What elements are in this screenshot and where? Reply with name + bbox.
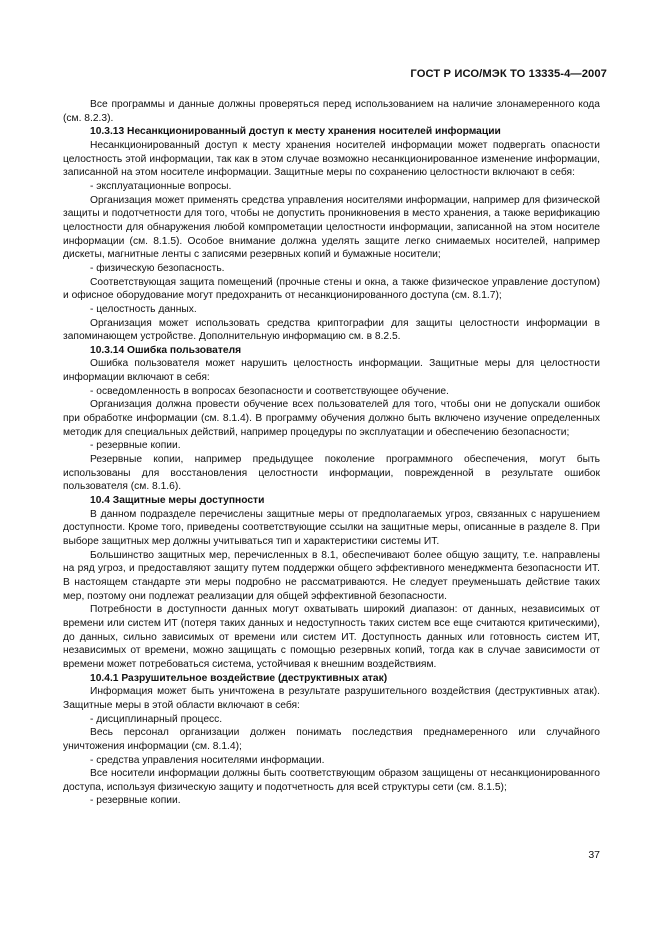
list-item: - средства управления носителями информации.	[90, 754, 325, 766]
paragraph: Информация может быть уничтожена в результате разрушительного воздействия (деструктивных атак). Защитные меры в этой области включают в себя:	[63, 686, 600, 711]
list-item: - осведомленность в вопросах безопасности и соответствующее обучение.	[90, 385, 449, 397]
paragraph: Организация может использовать средства криптографии для защиты целостности информации в запоминающем устройстве. Дополнительную информацию см. в 8.2.5.	[63, 317, 600, 343]
list-item: - эксплуатационные вопросы.	[90, 180, 232, 192]
document-code-header: ГОСТ Р ИСО/МЭК ТО 13335-4—2007	[410, 68, 607, 80]
list-item: - резервные копии.	[90, 440, 181, 452]
paragraph: Все программы и данные должны проверяться перед использованием на наличие злонамеренного кода (см. 8.2.3).	[63, 99, 600, 124]
list-item: - дисциплинарный процесс.	[90, 713, 223, 725]
paragraph: Организация должна провести обучение всех пользователей для того, чтобы они не допускали ошибок при обработке информации (см. 8.1.4). В программу обучения должно быть включено изучение определенных методик для специальных действий, например процедуры по эксплуатации и обеспечению безопасности;	[63, 399, 600, 438]
paragraph: Весь персонал организации должен понимать последствия преднамеренного или случайного уничтожения информации (см. 8.1.4);	[63, 727, 600, 752]
list-item: - резервные копии.	[90, 795, 181, 807]
paragraph: Соответствующая защита помещений (прочные стены и окна, а также физическое управление доступом) и офисное оборудование могут предохранить от несанкционированного доступа (см. 8.1.7);	[63, 276, 600, 302]
paragraph: Большинство защитных мер, перечисленных в 8.1, обеспечивают более общую защиту, т.е. направлены на ряд угроз, и предоставляют защиту путем поддержки общего эффективного менеджмента безопасности ИТ. В настоящем стандарте эти меры подробно не рассматриваются. Не следует преуменьшать действие таких мер, поэтому они подлежат реализации для общей эффективной безопасности.	[63, 549, 600, 602]
document-body	[63, 98, 600, 808]
paragraph: Ошибка пользователя может нарушить целостность информации. Защитные меры для целостности информации включают в себя:	[63, 358, 600, 384]
paragraph: Потребности в доступности данных могут охватывать широкий диапазон: от данных, независимых от времени или систем ИТ (потеря таких данных и недоступность таких систем все еще считаются критическими), до данных, сильно зависимых от времени или систем ИТ. Доступность данных или готовность систем ИТ, независимых от времени, можно защищать с помощью резервных копий, тогда как в случае зависимости от времени может потребоваться система, устойчивая к внешним воздействиям.	[63, 604, 600, 670]
paragraph: Несанкционированный доступ к месту хранения носителей информации может подвергать опасности целостность этой информации, так как в этом случае возможно несанкционированное изменение информации, записанной на этом носителе информации. Защитные меры по сохранению целостности включают в себя:	[63, 139, 600, 179]
section-heading-10-3-14: 10.3.14 Ошибка пользователя	[90, 344, 242, 356]
paragraph: В данном подразделе перечислены защитные меры от предполагаемых угроз, связанных с нарушением доступности. Кроме того, приведены соответствующие ссылки на защитные меры, описанные в разделе 8. При выборе защитных мер должны учитываться тип и характеристики системы ИТ.	[63, 508, 600, 547]
section-heading-10-4-1: 10.4.1 Разрушительное воздействие (деструктивных атак)	[90, 672, 388, 684]
paragraph: Организация может применять средства управления носителями информации, например для физической защиты и подотчетности для того, чтобы не допустить проникновения в место хранения, а также верификацию целостности для обнаружения любой компрометации целостности информации, записанной на этом носителе информации (см. 8.1.5). Особое внимание должна уделять защите легко снимаемых носителей, например дискеты, магнитные ленты с записями резервных копий и бумажные носители;	[63, 194, 600, 261]
page-number: 37	[588, 849, 600, 861]
section-heading-10-3-13: 10.3.13 Несанкционированный доступ к месту хранения носителей информации	[90, 126, 501, 138]
section-heading-10-4: 10.4 Защитные меры доступности	[90, 495, 265, 507]
list-item: - целостность данных.	[90, 303, 197, 315]
list-item: - физическую безопасность.	[90, 262, 225, 274]
paragraph: Резервные копии, например предыдущее поколение программного обеспечения, могут быть использованы для восстановления целостности информации, поврежденной в результате ошибок пользователя (см. 8.1.6).	[63, 454, 600, 493]
paragraph: Все носители информации должны быть соответствующим образом защищены от несанкционированного доступа, используя физическую защиту и подотчетность для всей структуры сети (см. 8.1.5);	[63, 768, 600, 793]
